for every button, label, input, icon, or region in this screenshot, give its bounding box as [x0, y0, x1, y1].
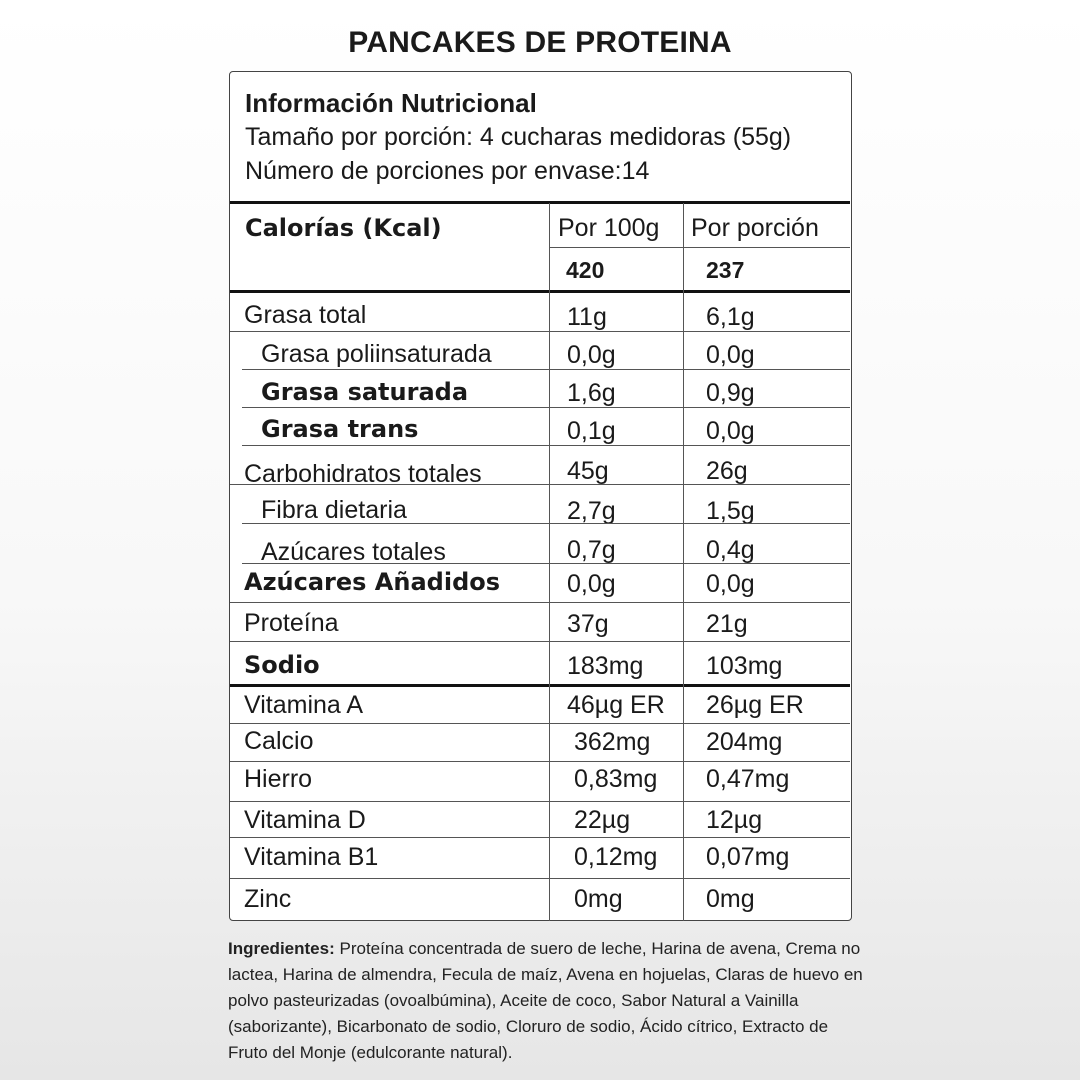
divider — [230, 723, 850, 724]
product-title: PANCAKES DE PROTEINA — [348, 26, 732, 59]
divider — [230, 484, 850, 485]
row-value-per-serving: 0,4g — [706, 536, 755, 564]
row-value-per-serving: 103mg — [706, 652, 783, 680]
row-value-per-serving: 6,1g — [706, 303, 755, 331]
calories-per-serving: 237 — [706, 257, 745, 283]
row-value-per-100g: 37g — [567, 610, 609, 638]
ingredients-label: Ingredientes: — [228, 939, 335, 958]
column-divider — [683, 203, 684, 921]
column-header-per-serving: Por porción — [691, 214, 819, 242]
row-label-sodio: Sodio — [244, 651, 320, 679]
row-value-per-serving: 12µg — [706, 806, 763, 834]
row-value-per-serving: 0,9g — [706, 379, 755, 407]
row-value-per-serving: 26g — [706, 457, 748, 485]
row-value-per-serving: 0,0g — [706, 341, 755, 369]
row-label-vitamina-a: Vitamina A — [244, 691, 364, 719]
column-header-per-100g: Por 100g — [558, 214, 660, 242]
row-value-per-100g: 0,1g — [567, 417, 616, 445]
row-label-grasa-saturada: Grasa saturada — [261, 378, 469, 406]
divider — [242, 523, 850, 524]
divider — [230, 641, 850, 642]
calories-label: Calorías (Kcal) — [245, 214, 442, 242]
row-value-per-100g: 46µg ER — [567, 691, 665, 719]
divider — [230, 878, 850, 879]
row-value-per-serving: 26µg ER — [706, 691, 804, 719]
row-label-proteina: Proteína — [244, 609, 339, 637]
divider — [230, 602, 850, 603]
row-value-per-serving: 0mg — [706, 885, 755, 913]
row-label-grasa-trans: Grasa trans — [261, 415, 419, 443]
row-value-per-100g: 0,7g — [567, 536, 616, 564]
row-value-per-100g: 2,7g — [567, 497, 616, 525]
row-label-azucares-anadidos: Azúcares Añadidos — [244, 568, 501, 596]
serving-size: Tamaño por porción: 4 cucharas medidoras (55g) — [245, 123, 792, 151]
row-value-per-100g: 0,12mg — [574, 843, 658, 871]
row-value-per-100g: 45g — [567, 457, 609, 485]
row-label-azucares-totales: Azúcares totales — [261, 538, 446, 566]
column-divider — [549, 203, 550, 921]
row-label-vitamina-d: Vitamina D — [244, 806, 366, 834]
row-value-per-serving: 204mg — [706, 728, 783, 756]
row-value-per-100g: 0mg — [574, 885, 623, 913]
servings-per-container: Número de porciones por envase:14 — [245, 157, 650, 185]
row-value-per-serving: 1,5g — [706, 497, 755, 525]
divider — [242, 407, 850, 408]
row-value-per-100g: 22µg — [574, 806, 631, 834]
row-label-grasa-total: Grasa total — [244, 301, 367, 329]
divider — [230, 761, 850, 762]
row-label-vitamina-b1: Vitamina B1 — [244, 843, 379, 871]
divider — [230, 331, 850, 332]
divider — [242, 563, 850, 564]
divider-thick — [230, 290, 850, 293]
row-value-per-100g: 0,0g — [567, 341, 616, 369]
divider-thick — [230, 684, 850, 687]
ingredients-list — [228, 936, 868, 1066]
row-value-per-100g: 0,83mg — [574, 765, 658, 793]
row-label-fibra-dietaria: Fibra dietaria — [261, 496, 407, 524]
row-label-zinc: Zinc — [244, 885, 292, 913]
nutrition-info-heading: Información Nutricional — [245, 88, 537, 118]
divider-thick — [230, 201, 850, 204]
row-label-hierro: Hierro — [244, 765, 313, 793]
ingredients-text: Proteína concentrada de suero de leche, Harina de avena, Crema no lactea, Harina de almendra, Fecula de maíz, Avena en hojuelas, Claras de huevo en polvo pasteurizadas (ovoalbúmina), Aceite de coco, Sabor Natural a Vainilla (saborizante), Bicarbonato de sodio, Cloruro de sodio, Ácido cítrico, Extracto de Fruto del Monje (edulcorante natural). — [228, 939, 863, 1062]
row-value-per-100g: 362mg — [574, 728, 651, 756]
row-value-per-100g: 11g — [567, 303, 607, 331]
row-value-per-serving: 0,0g — [706, 570, 755, 598]
row-label-carbohidratos-totales: Carbohidratos totales — [244, 460, 482, 488]
row-value-per-100g: 0,0g — [567, 570, 616, 598]
row-label-calcio: Calcio — [244, 727, 314, 755]
row-label-grasa-poliinsaturada: Grasa poliinsaturada — [261, 340, 492, 368]
divider — [230, 837, 850, 838]
row-value-per-serving: 21g — [706, 610, 748, 638]
divider — [242, 445, 850, 446]
calories-per-100g: 420 — [566, 257, 605, 283]
divider — [230, 801, 850, 802]
divider — [549, 247, 850, 248]
row-value-per-serving: 0,07mg — [706, 843, 790, 871]
row-value-per-serving: 0,0g — [706, 417, 755, 445]
row-value-per-100g: 1,6g — [567, 379, 616, 407]
row-value-per-100g: 183mg — [567, 652, 644, 680]
divider — [242, 369, 850, 370]
nutrition-facts-panel — [229, 71, 852, 921]
row-value-per-serving: 0,47mg — [706, 765, 790, 793]
